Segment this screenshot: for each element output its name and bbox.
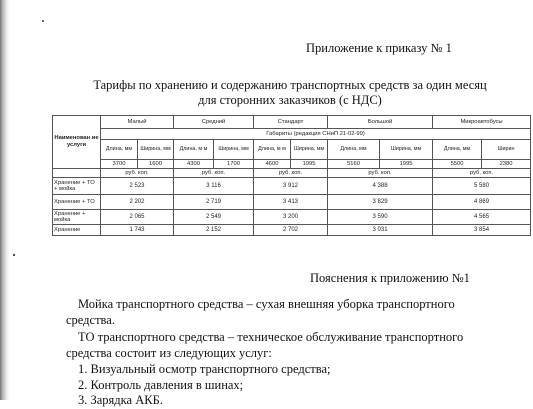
unit-label: руб. коп. <box>174 169 254 178</box>
washing-paragraph <box>66 297 508 328</box>
table-header-row <box>53 116 531 129</box>
dimension-subheader-row <box>53 140 531 160</box>
document-title-line: Тарифы по хранению и содержанию транспортных средств за один месяц <box>93 78 487 92</box>
price-cell: 3 590 <box>328 210 433 225</box>
dimensions-header-row <box>53 129 531 140</box>
scan-speck <box>13 254 15 256</box>
list-item: 2. Контроль давления в шинах; <box>78 377 244 392</box>
dimension-value: 1600 <box>138 160 174 169</box>
price-cell: 2 523 <box>101 178 174 195</box>
width-header: Ширина, мм <box>291 140 328 160</box>
table-row <box>53 225 531 236</box>
price-cell: 4 869 <box>433 195 531 210</box>
list-item: 1. Визуальный осмотр транспортного средства; <box>78 362 331 376</box>
price-cell: 2 719 <box>174 195 254 210</box>
dimension-value: 1995 <box>291 160 328 169</box>
price-cell: 3 116 <box>174 178 254 195</box>
paragraph-line: Мойка транспортного средства – сухая внешняя уборка транспортного <box>78 297 455 311</box>
unit-blank-cell <box>53 169 101 178</box>
tariff-table <box>52 115 531 236</box>
dimensions-header: Габариты (редакция СНиП 21-02-99) <box>101 129 531 140</box>
price-cell: 2 065 <box>101 210 174 225</box>
price-cell: 2 152 <box>174 225 254 236</box>
dimension-value: 1700 <box>214 160 254 169</box>
price-cell: 3 912 <box>254 178 328 195</box>
dimension-value: 3700 <box>101 160 138 169</box>
width-header: Ширин <box>482 140 531 160</box>
unit-label: руб. коп. <box>328 169 433 178</box>
length-header: Длина, м м <box>254 140 291 160</box>
unit-label: руб. коп. <box>433 169 531 178</box>
unit-label: руб. коп. <box>254 169 328 178</box>
category-header-large: Большой <box>328 116 433 129</box>
maintenance-services-list <box>78 362 330 409</box>
table-row <box>53 195 531 210</box>
price-cell: 2 202 <box>101 195 174 210</box>
dimension-value: 2380 <box>482 160 531 169</box>
width-header: Ширина, мм <box>380 140 433 160</box>
length-header: Длина, мм <box>328 140 380 160</box>
category-header-minibus: Микроавтобусы <box>433 116 531 129</box>
price-cell: 4 565 <box>433 210 531 225</box>
table-row <box>53 210 531 225</box>
category-header-small: Малый <box>101 116 174 129</box>
length-header: Длина, мм <box>433 140 482 160</box>
dimension-value: 1995 <box>380 160 433 169</box>
unit-label: руб. коп. <box>101 169 174 178</box>
price-cell: 1 743 <box>101 225 174 236</box>
document-title-line: для сторонних заказчиков (с НДС) <box>198 93 382 107</box>
dimension-value: 4300 <box>174 160 214 169</box>
length-header: Длина, мм <box>101 140 138 160</box>
paragraph-line: средства. <box>66 312 115 327</box>
dimension-value: 5160 <box>328 160 380 169</box>
price-cell: 3 829 <box>328 195 433 210</box>
scan-speck <box>42 20 44 22</box>
width-header: Ширина, мм <box>214 140 254 160</box>
category-header-medium: Средний <box>174 116 254 129</box>
dimension-value: 5500 <box>433 160 482 169</box>
dimension-values-row <box>53 160 531 169</box>
service-column-header: Наименован ие услуги <box>53 116 101 169</box>
table-row <box>53 178 531 195</box>
width-header: Ширина, мм <box>138 140 174 160</box>
price-cell: 3 413 <box>254 195 328 210</box>
price-cell: 2 549 <box>174 210 254 225</box>
price-cell: 2 702 <box>254 225 328 236</box>
service-name: Хранение + ТО <box>53 195 101 210</box>
length-header: Длина, м м <box>174 140 214 160</box>
price-cell: 4 388 <box>328 178 433 195</box>
price-cell: 3 854 <box>433 225 531 236</box>
service-name: Хранение <box>53 225 101 236</box>
maintenance-paragraph <box>66 330 508 361</box>
document-title <box>50 78 530 108</box>
paragraph-line: средства состоит из следующих услуг: <box>66 345 272 360</box>
category-header-standard: Стандарт <box>254 116 328 129</box>
dimension-value: 4600 <box>254 160 291 169</box>
scan-edge-shadow <box>0 0 10 400</box>
paragraph-line: ТО транспортного средства – техническое обслуживание транспортного <box>78 330 464 344</box>
explanations-title: Пояснения к приложению №1 <box>310 271 470 285</box>
unit-row <box>53 169 531 178</box>
price-cell: 3 031 <box>328 225 433 236</box>
price-cell: 5 580 <box>433 178 531 195</box>
price-cell: 3 200 <box>254 210 328 225</box>
list-item: 3. Зарядка АКБ. <box>78 393 163 407</box>
service-name: Хранение + ТО + мойка <box>53 178 101 195</box>
service-name: Хранение + мойка <box>53 210 101 225</box>
appendix-title: Приложение к приказу № 1 <box>306 41 452 55</box>
